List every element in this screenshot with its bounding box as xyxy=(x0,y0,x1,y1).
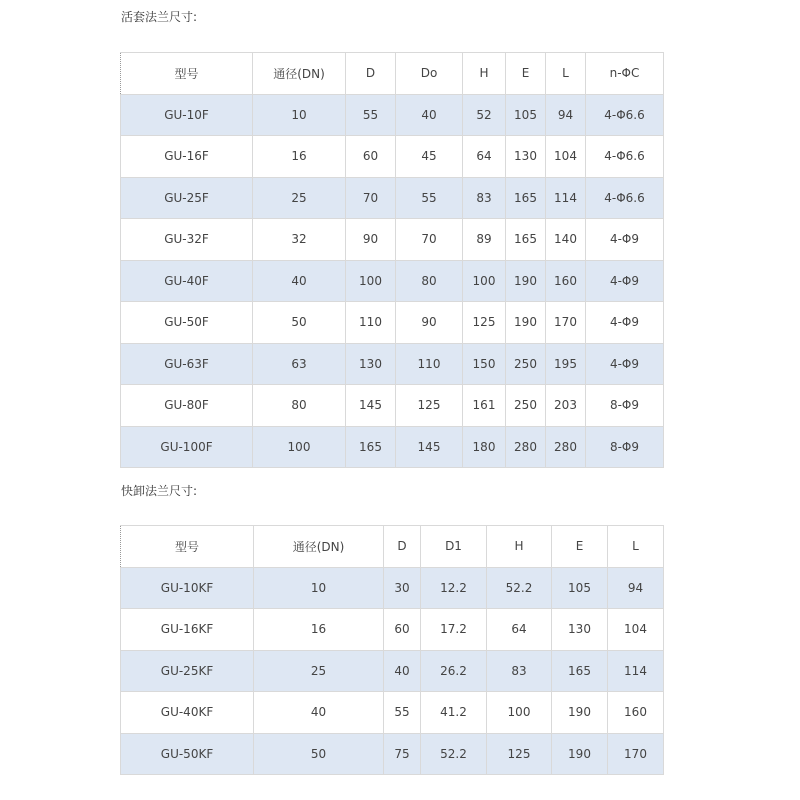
table-cell: 32 xyxy=(253,219,346,261)
table-cell: 40 xyxy=(254,692,384,734)
table-cell: 4-Φ9 xyxy=(586,260,664,302)
table-cell: 12.2 xyxy=(421,567,487,609)
column-header: E xyxy=(552,526,608,568)
table-cell: GU-80F xyxy=(121,385,253,427)
table-cell: GU-16KF xyxy=(121,609,254,651)
piston-flange-table xyxy=(120,52,664,468)
table-cell: 90 xyxy=(396,302,463,344)
table-cell: 94 xyxy=(608,567,664,609)
column-header: 型号 xyxy=(121,526,254,568)
table-cell: 250 xyxy=(506,343,546,385)
table-cell: 105 xyxy=(552,567,608,609)
column-header: D xyxy=(384,526,421,568)
table-cell: 90 xyxy=(346,219,396,261)
table-cell: 52.2 xyxy=(421,733,487,775)
table-cell: 160 xyxy=(608,692,664,734)
table-cell: 130 xyxy=(506,136,546,178)
table-cell: 8-Φ9 xyxy=(586,426,664,468)
table-cell: 4-Φ9 xyxy=(586,343,664,385)
table-cell: 16 xyxy=(253,136,346,178)
column-header: Do xyxy=(396,53,463,95)
column-header: D xyxy=(346,53,396,95)
table-cell: GU-50F xyxy=(121,302,253,344)
table-cell: GU-50KF xyxy=(121,733,254,775)
table-cell: 4-Φ9 xyxy=(586,302,664,344)
table-header-row xyxy=(121,526,664,568)
table-row xyxy=(121,343,664,385)
table-cell: 50 xyxy=(254,733,384,775)
table-row xyxy=(121,609,664,651)
piston-flange-title: 活套法兰尺寸: xyxy=(121,10,198,24)
table-cell: 70 xyxy=(396,219,463,261)
table-row xyxy=(121,94,664,136)
table-cell: 70 xyxy=(346,177,396,219)
table-cell: 94 xyxy=(546,94,586,136)
table-cell: 4-Φ6.6 xyxy=(586,94,664,136)
table-cell: GU-100F xyxy=(121,426,253,468)
table-cell: GU-63F xyxy=(121,343,253,385)
column-header: 通径(DN) xyxy=(254,526,384,568)
table-cell: 40 xyxy=(396,94,463,136)
table-cell: 100 xyxy=(253,426,346,468)
table-cell: 170 xyxy=(608,733,664,775)
table-cell: 130 xyxy=(552,609,608,651)
table-cell: 60 xyxy=(346,136,396,178)
column-header: D1 xyxy=(421,526,487,568)
table-cell: 195 xyxy=(546,343,586,385)
table-cell: 180 xyxy=(463,426,506,468)
table-cell: 52.2 xyxy=(487,567,552,609)
table-cell: 100 xyxy=(487,692,552,734)
table-cell: 190 xyxy=(552,733,608,775)
table-cell: 8-Φ9 xyxy=(586,385,664,427)
table-cell: 125 xyxy=(487,733,552,775)
quick-flange-title: 快卸法兰尺寸: xyxy=(121,484,198,498)
table-cell: 190 xyxy=(552,692,608,734)
table-cell: 105 xyxy=(506,94,546,136)
table-cell: 280 xyxy=(506,426,546,468)
table-row xyxy=(121,692,664,734)
table-cell: 161 xyxy=(463,385,506,427)
quick-flange-table xyxy=(120,525,664,775)
table-row xyxy=(121,385,664,427)
table-cell: 80 xyxy=(253,385,346,427)
table-cell: 125 xyxy=(463,302,506,344)
table-cell: 55 xyxy=(384,692,421,734)
table-cell: 125 xyxy=(396,385,463,427)
table-header-row xyxy=(121,53,664,95)
table-cell: 60 xyxy=(384,609,421,651)
table-cell: 104 xyxy=(608,609,664,651)
table-cell: GU-16F xyxy=(121,136,253,178)
table-cell: 140 xyxy=(546,219,586,261)
table-cell: 17.2 xyxy=(421,609,487,651)
table-cell: 40 xyxy=(253,260,346,302)
table-row xyxy=(121,219,664,261)
table-cell: 165 xyxy=(346,426,396,468)
table-cell: 114 xyxy=(546,177,586,219)
table-cell: GU-25F xyxy=(121,177,253,219)
table-cell: 145 xyxy=(396,426,463,468)
column-header: L xyxy=(546,53,586,95)
table-cell: 104 xyxy=(546,136,586,178)
table-cell: 75 xyxy=(384,733,421,775)
table-cell: 165 xyxy=(506,177,546,219)
table-cell: GU-32F xyxy=(121,219,253,261)
table-cell: 25 xyxy=(254,650,384,692)
table-cell: GU-10KF xyxy=(121,567,254,609)
table-cell: 165 xyxy=(506,219,546,261)
table-cell: 190 xyxy=(506,260,546,302)
table-cell: 45 xyxy=(396,136,463,178)
table-cell: 89 xyxy=(463,219,506,261)
column-header: 型号 xyxy=(121,53,253,95)
table-cell: 190 xyxy=(506,302,546,344)
table-row xyxy=(121,260,664,302)
table-cell: 4-Φ6.6 xyxy=(586,177,664,219)
table-cell: 63 xyxy=(253,343,346,385)
table-cell: 4-Φ6.6 xyxy=(586,136,664,178)
table-cell: GU-25KF xyxy=(121,650,254,692)
table-cell: 64 xyxy=(487,609,552,651)
table-row xyxy=(121,567,664,609)
table-row xyxy=(121,650,664,692)
table-cell: 145 xyxy=(346,385,396,427)
table-row xyxy=(121,302,664,344)
table-cell: 250 xyxy=(506,385,546,427)
table-row xyxy=(121,177,664,219)
table-cell: GU-10F xyxy=(121,94,253,136)
column-header: E xyxy=(506,53,546,95)
column-header: H xyxy=(463,53,506,95)
table-cell: 64 xyxy=(463,136,506,178)
table-cell: 55 xyxy=(396,177,463,219)
table-cell: GU-40KF xyxy=(121,692,254,734)
column-header: 通径(DN) xyxy=(253,53,346,95)
table-cell: 110 xyxy=(346,302,396,344)
table-cell: 26.2 xyxy=(421,650,487,692)
table-row xyxy=(121,136,664,178)
table-cell: 10 xyxy=(254,567,384,609)
column-header: L xyxy=(608,526,664,568)
table-cell: 41.2 xyxy=(421,692,487,734)
table-cell: 170 xyxy=(546,302,586,344)
table-cell: 83 xyxy=(463,177,506,219)
table-cell: 30 xyxy=(384,567,421,609)
column-header: n-ΦC xyxy=(586,53,664,95)
table-cell: 16 xyxy=(254,609,384,651)
table-cell: 10 xyxy=(253,94,346,136)
table-cell: GU-40F xyxy=(121,260,253,302)
table-cell: 150 xyxy=(463,343,506,385)
table-cell: 100 xyxy=(463,260,506,302)
table-cell: 52 xyxy=(463,94,506,136)
table-row xyxy=(121,733,664,775)
table-cell: 165 xyxy=(552,650,608,692)
table-cell: 40 xyxy=(384,650,421,692)
table-cell: 130 xyxy=(346,343,396,385)
table-cell: 100 xyxy=(346,260,396,302)
table-cell: 50 xyxy=(253,302,346,344)
table-cell: 203 xyxy=(546,385,586,427)
table-cell: 83 xyxy=(487,650,552,692)
table-cell: 4-Φ9 xyxy=(586,219,664,261)
table-row xyxy=(121,426,664,468)
column-header: H xyxy=(487,526,552,568)
table-cell: 110 xyxy=(396,343,463,385)
table-cell: 25 xyxy=(253,177,346,219)
table-cell: 55 xyxy=(346,94,396,136)
table-cell: 280 xyxy=(546,426,586,468)
table-cell: 80 xyxy=(396,260,463,302)
table-cell: 114 xyxy=(608,650,664,692)
table-cell: 160 xyxy=(546,260,586,302)
